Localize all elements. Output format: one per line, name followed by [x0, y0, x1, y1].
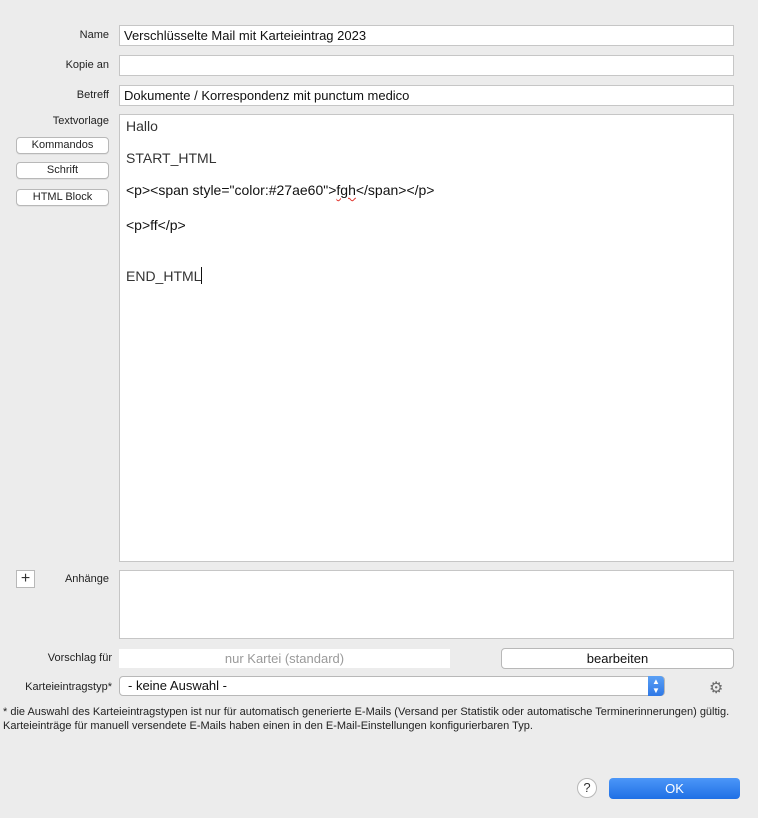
- select-value: - keine Auswahl -: [128, 678, 227, 693]
- anhaenge-label: Anhänge: [64, 573, 109, 585]
- vorschlag-label: Vorschlag für: [47, 652, 112, 664]
- karteieintragstyp-label: Karteieintragstyp*: [25, 681, 112, 693]
- plus-icon: +: [20, 570, 31, 587]
- name-label: Name: [79, 29, 109, 41]
- editor-text: </span></p>: [355, 182, 435, 198]
- add-attachment-button[interactable]: [16, 570, 35, 588]
- footnote: * die Auswahl des Karteieintragstypen ist nur für automatisch generierte E-Mails (Versand per Statistik oder automatische Terminerinnerungen) gültig. Karteieinträge für manuell versendete E-Mails haben einen in den E-Mail-Einstellungen konfigurierbaren Typ.: [3, 706, 730, 732]
- misspelled-word: fgh: [336, 182, 356, 198]
- name-field[interactable]: Verschlüsselte Mail mit Karteieintrag 2023: [119, 25, 734, 46]
- html-block-button[interactable]: HTML Block: [16, 189, 109, 206]
- text-caret: [201, 267, 202, 284]
- karteieintragstyp-select[interactable]: [119, 676, 665, 696]
- textvorlage-label: Textvorlage: [52, 115, 109, 127]
- betreff-field[interactable]: Dokumente / Korrespondenz mit punctum medico: [119, 85, 734, 106]
- betreff-label: Betreff: [76, 89, 109, 101]
- gear-icon[interactable]: ⚙: [709, 680, 724, 697]
- editor-text: END_HTML: [126, 268, 202, 284]
- kommandos-button[interactable]: Kommandos: [16, 137, 109, 154]
- kopie-field[interactable]: [119, 55, 734, 76]
- chevron-up-down-icon: ▲ ▼: [648, 676, 664, 696]
- textvorlage-editor[interactable]: [119, 114, 734, 562]
- ok-button[interactable]: OK: [609, 778, 740, 799]
- attachments-list[interactable]: [119, 570, 734, 639]
- editor-line: START_HTML: [126, 150, 217, 166]
- editor-line: Hallo: [126, 118, 158, 134]
- editor-line: <p>ff</p>: [126, 217, 186, 233]
- editor-line: [126, 182, 435, 198]
- editor-text: <p><span style="color:#27ae60">: [126, 182, 337, 198]
- bearbeiten-button[interactable]: bearbeiten: [501, 648, 734, 669]
- help-button[interactable]: ?: [577, 778, 597, 798]
- schrift-button[interactable]: Schrift: [16, 162, 109, 179]
- vorschlag-field: nur Kartei (standard): [119, 649, 450, 668]
- editor-line: [126, 267, 202, 284]
- kopie-label: Kopie an: [65, 59, 109, 71]
